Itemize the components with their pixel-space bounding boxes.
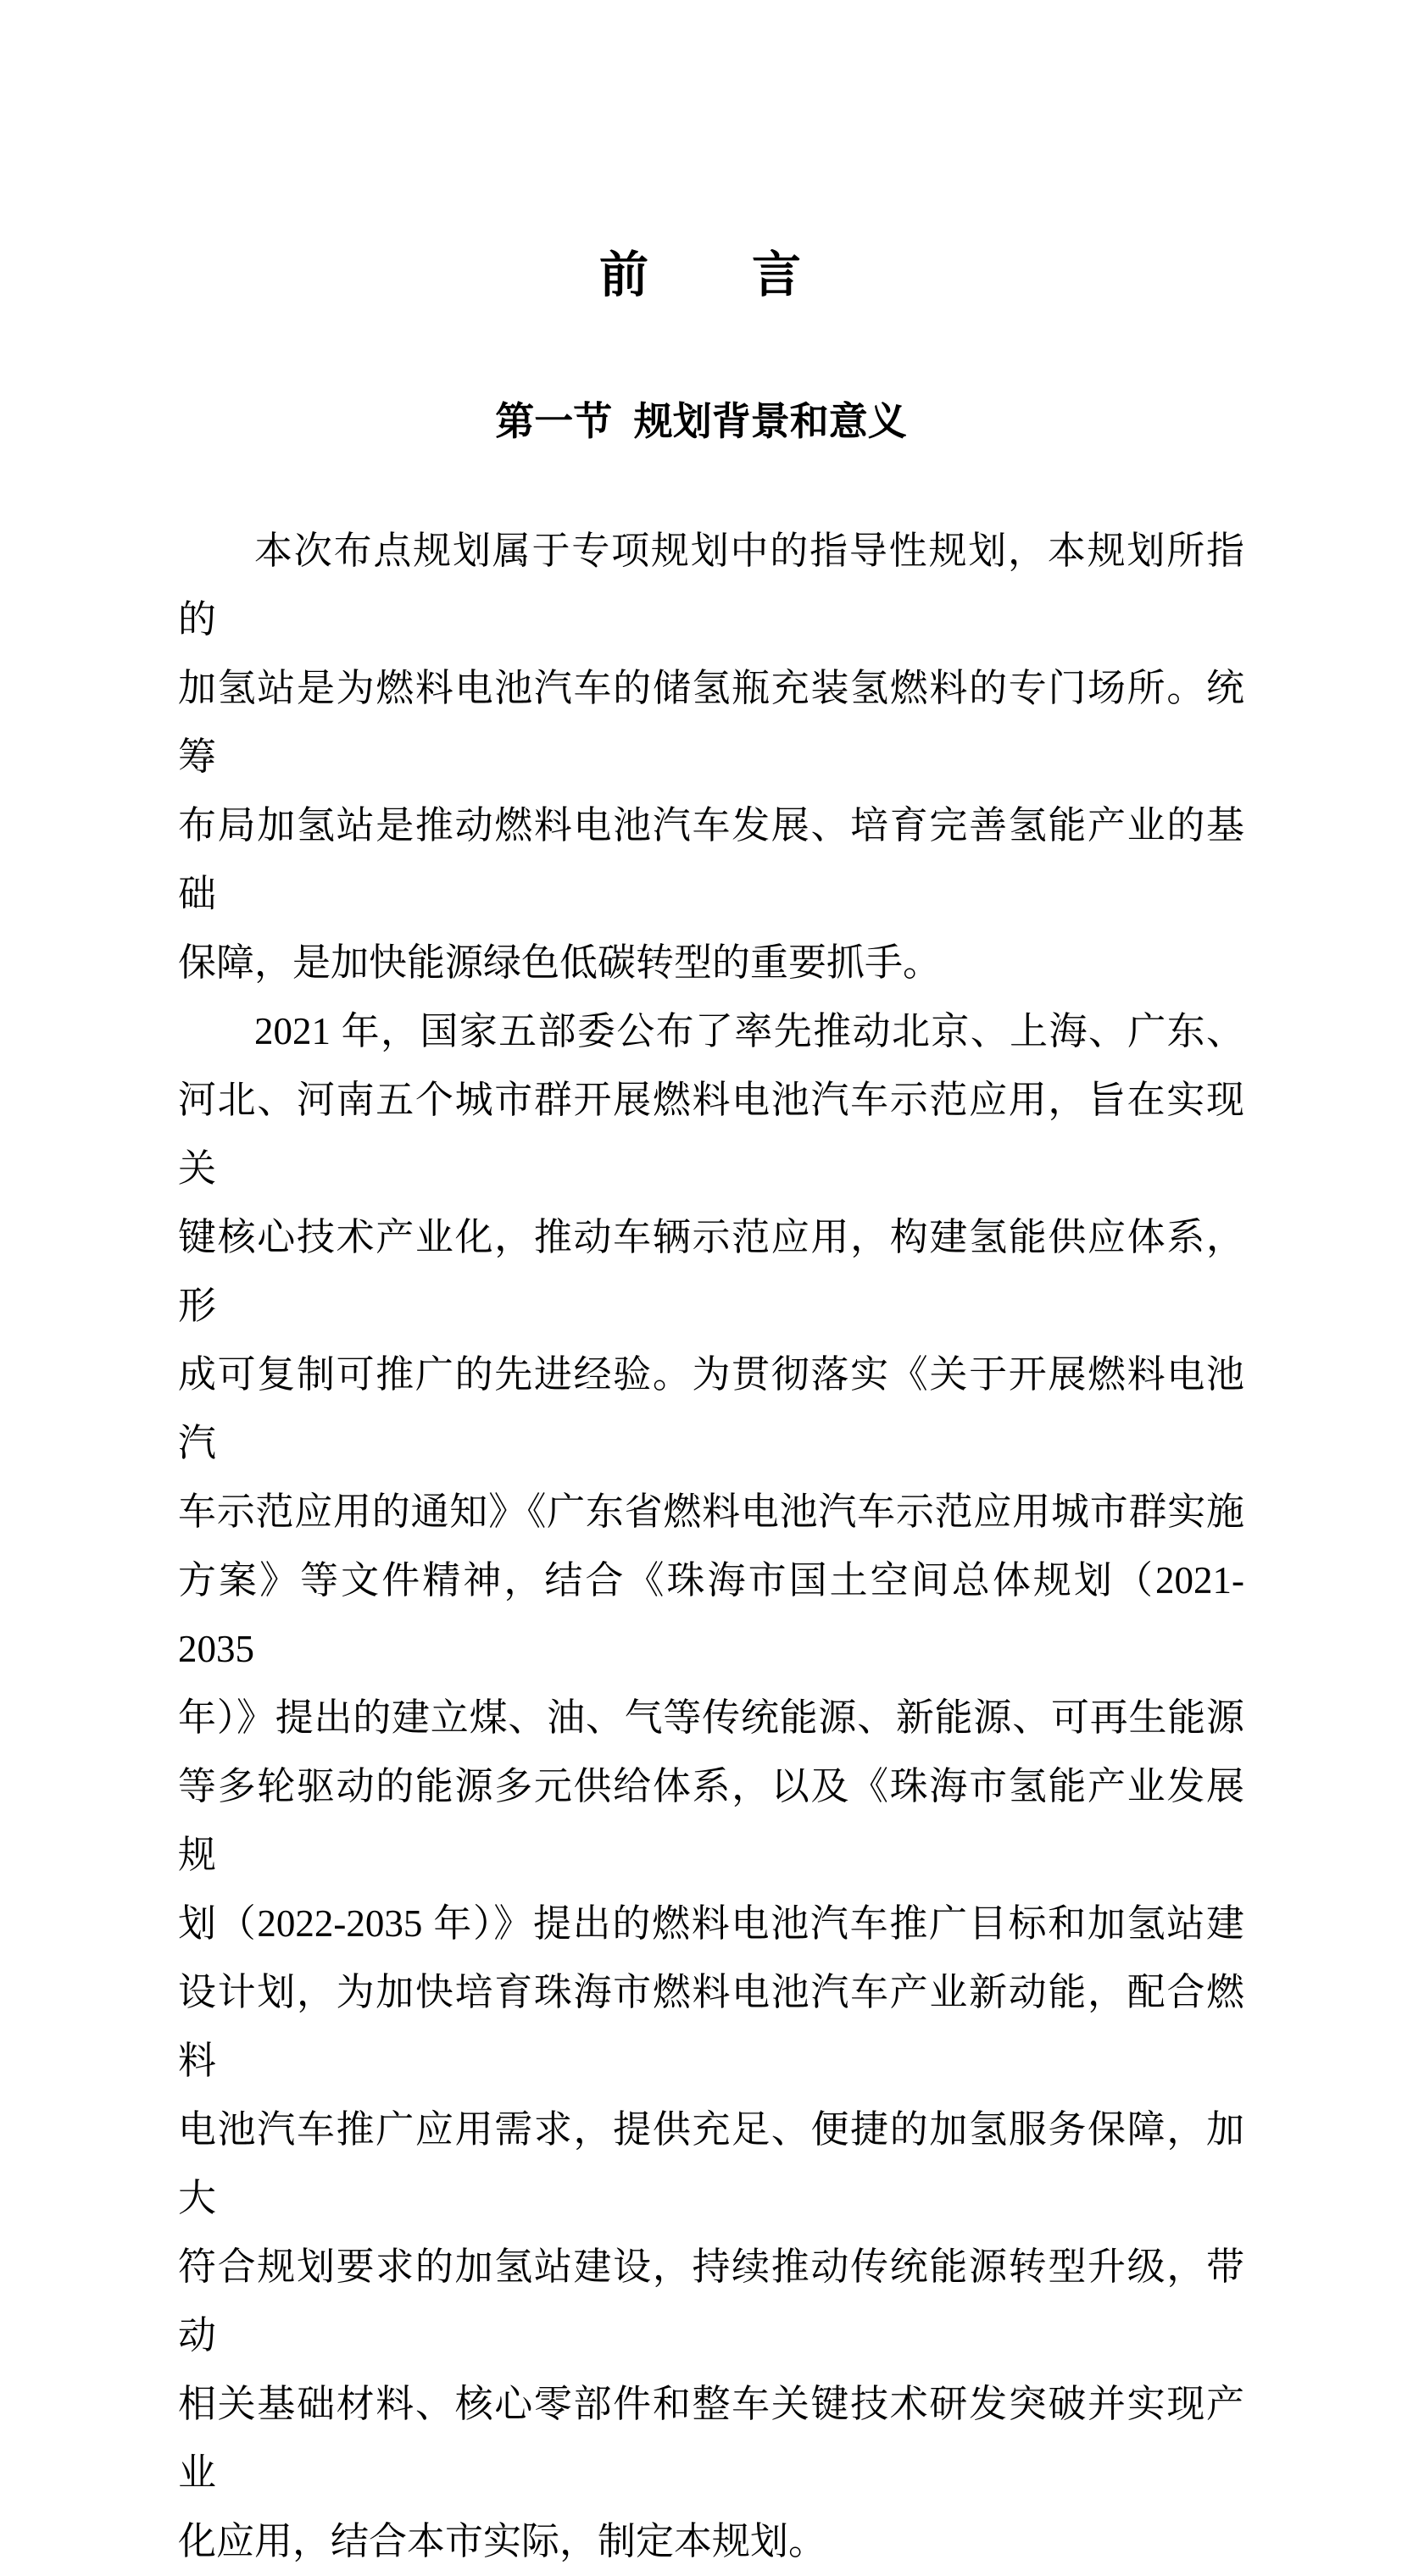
- paragraph-line: 设计划，为加快培育珠海市燃料电池汽车产业新动能，配合燃料: [178, 1971, 1244, 2082]
- paragraph-line: 加氢站是为燃料电池汽车的储氢瓶充装氢燃料的专门场所。统筹: [178, 667, 1244, 778]
- paragraph-line: 划（2022-2035 年）》提出的燃料电池汽车推广目标和加氢站建: [178, 1902, 1244, 1945]
- paragraph-line: 等多轮驱动的能源多元供给体系，以及《珠海市氢能产业发展规: [178, 1765, 1244, 1876]
- paragraph-line: 保障，是加快能源绿色低碳转型的重要抓手。: [178, 941, 942, 984]
- paragraph-line: 符合规划要求的加氢站建设，持续推动传统能源转型升级，带动: [178, 2246, 1244, 2357]
- section-heading: 第一节 规划背景和意义: [495, 399, 907, 443]
- document-body: [178, 517, 1244, 2576]
- paragraph-line: 年）》提出的建立煤、油、气等传统能源、新能源、可再生能源: [178, 1696, 1244, 1739]
- paragraph-line: 相关基础材料、核心零部件和整车关键技术研发突破并实现产业: [178, 2383, 1244, 2494]
- paragraph-line: 车示范应用的通知》《广东省燃料电池汽车示范应用城市群实施: [178, 1491, 1244, 1533]
- paragraph-line: 布局加氢站是推动燃料电池汽车发展、培育完善氢能产业的基础: [178, 804, 1244, 915]
- page-title: 前 言: [598, 247, 803, 303]
- paragraph-line: 河北、河南五个城市群开展燃料电池汽车示范应用，旨在实现关: [178, 1079, 1244, 1190]
- paragraph-line: 成可复制可推广的先进经验。为贯彻落实《关于开展燃料电池汽: [178, 1353, 1244, 1464]
- paragraph-line: 键核心技术产业化，推动车辆示范应用，构建氢能供应体系，形: [178, 1216, 1244, 1327]
- paragraph-line: 方案》等文件精神，结合《珠海市国土空间总体规划（2021-2035: [178, 1559, 1244, 1670]
- paragraph-line: 2021 年，国家五部委公布了率先推动北京、上海、广东、: [254, 1010, 1244, 1052]
- paragraph-line: 电池汽车推广应用需求，提供充足、便捷的加氢服务保障，加大: [178, 2108, 1244, 2219]
- paragraph-line: 本次布点规划属于专项规划中的指导性规划，本规划所指的: [178, 530, 1244, 641]
- paragraph-line: 化应用，结合本市实际，制定本规划。: [178, 2520, 827, 2562]
